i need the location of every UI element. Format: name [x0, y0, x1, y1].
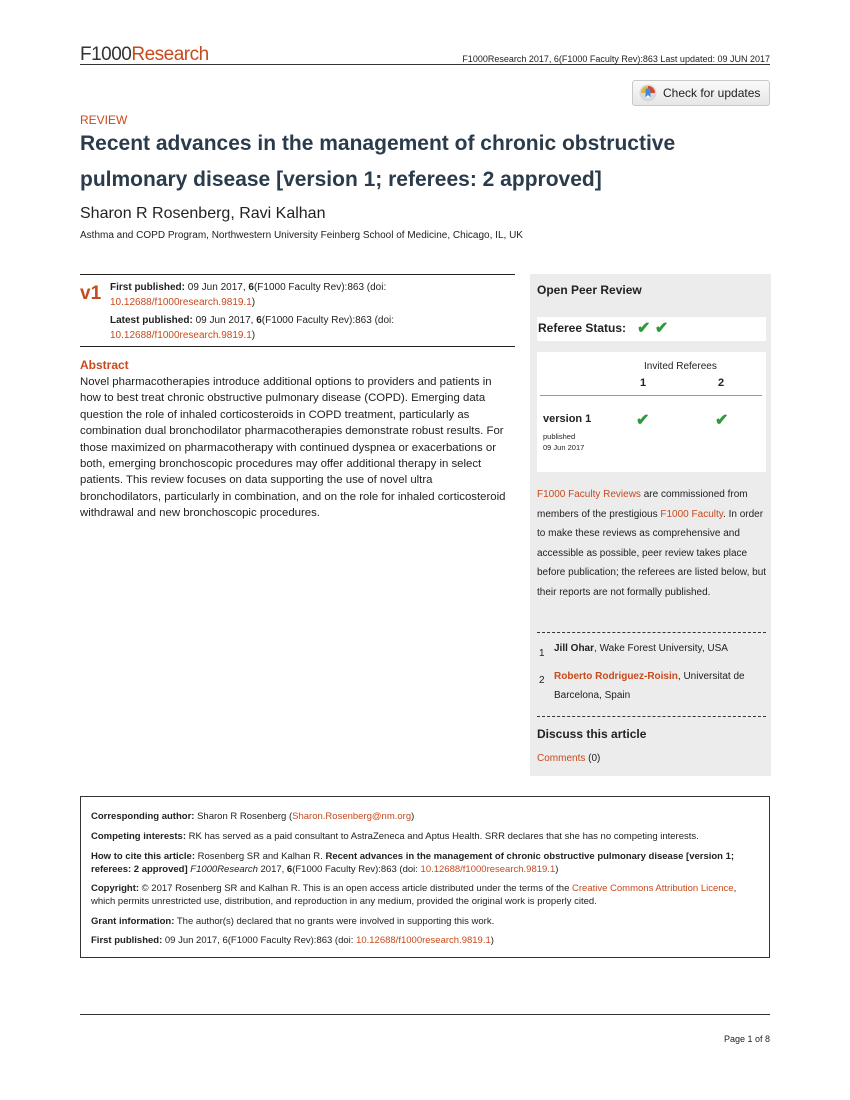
article-type: REVIEW: [80, 113, 128, 127]
how-to-cite: How to cite this article: Rosenberg SR and Kalhan R. Recent advances in the management of chronic obstructive pulmonary disease [version 1; referees: 2 approved] F1000Research 2017, 6(F1000 Faculty Rev):863 (doi: 10.12688/f1000research.9819.1): [91, 851, 735, 876]
f1000-faculty-link[interactable]: F1000 Faculty: [660, 508, 724, 520]
first-published-doi-link[interactable]: 10.12688/f1000research.9819.1: [110, 297, 252, 308]
footer-rule: [80, 1014, 770, 1015]
referee-1-number: 1: [539, 648, 545, 659]
first-published: First published: 09 Jun 2017, 6(F1000 Faculty Rev):863 (doi: 10.12688/f1000research.9819.1): [110, 282, 387, 308]
referee-2-number: 2: [539, 675, 545, 686]
version-1-date: published 09 Jun 2017: [543, 432, 585, 452]
referee-2: Roberto Rodriguez-Roisin, Universitat de Barcelona, Spain: [554, 671, 745, 701]
referee-col-1: 1: [640, 377, 647, 389]
copyright: Copyright: © 2017 Rosenberg SR and Kalhan R. This is an open access article distributed under the terms of the Creative Commons Attribution Licence, which permits unrestricted use, distribution, and reproduction in any medium, provided the original work is properly cited.: [91, 883, 737, 908]
cite-doi-link[interactable]: 10.12688/f1000research.9819.1: [420, 864, 556, 876]
authors: Sharon R Rosenberg, Ravi Kalhan: [80, 205, 326, 222]
discuss-heading: Discuss this article: [537, 727, 647, 741]
faculty-review-blurb: F1000 Faculty Reviews are commissioned from members of the prestigious F1000 Faculty. In order to make these reviews as comprehensive and accessible as possible, peer review takes place before publication; the referees are listed below, but their reports are not formally published.: [537, 489, 767, 598]
version-label: v1: [80, 283, 102, 304]
referee-col-2: 2: [718, 377, 725, 389]
license-link[interactable]: Creative Commons Attribution Licence: [572, 883, 734, 894]
comments-line: Comments (0): [537, 753, 601, 764]
first-published-info-doi-link[interactable]: 10.12688/f1000research.9819.1: [356, 935, 491, 946]
page-number: Page 1 of 8: [723, 1034, 770, 1044]
latest-published-doi-link[interactable]: 10.12688/f1000research.9819.1: [110, 330, 252, 341]
referee-1-name: Jill Ohar: [554, 643, 595, 654]
referee-2-name-link[interactable]: Roberto Rodriguez-Roisin: [554, 671, 678, 682]
comments-link[interactable]: Comments: [537, 753, 586, 764]
table-rule: [540, 395, 762, 396]
affiliation: Asthma and COPD Program, Northwestern University Feinberg School of Medicine, Chicago, IL, UK: [80, 230, 523, 241]
faculty-reviews-link[interactable]: F1000 Faculty Reviews: [537, 489, 641, 500]
version-top-rule: [80, 274, 515, 275]
author-email-link[interactable]: Sharon.Rosenberg@nm.org: [292, 811, 412, 822]
article-title: Recent advances in the management of chronic obstructive pulmonary disease [version 1; referees: 2 approved]: [80, 132, 676, 191]
version-1-link[interactable]: version 1: [543, 413, 592, 425]
referee-list-divider-bottom: [537, 716, 766, 717]
referee-2-approved-check-icon[interactable]: ✔: [715, 412, 729, 429]
referee-1-approved-check-icon[interactable]: ✔: [636, 412, 650, 429]
corresponding-author: Corresponding author: Sharon R Rosenberg (Sharon.Rosenberg@nm.org): [91, 811, 415, 822]
grant-information: Grant information: The author(s) declared that no grants were involved in supporting this work.: [91, 916, 495, 927]
first-published-info: First published: 09 Jun 2017, 6(F1000 Faculty Rev):863 (doi: 10.12688/f1000research.9819.1): [91, 935, 494, 946]
crossmark-icon: [639, 84, 657, 102]
journal-logo: F1000Research: [80, 44, 209, 65]
version-bottom-rule: [80, 346, 515, 347]
abstract-heading: Abstract: [80, 358, 129, 372]
peer-review-heading: Open Peer Review: [537, 283, 642, 297]
referee-status-label: Referee Status:: [538, 321, 627, 335]
status-check-icon: ✔ ✔: [637, 320, 669, 337]
check-updates-button[interactable]: [632, 80, 770, 106]
abstract-text: Novel pharmacotherapies introduce additional options to providers and patients in how to best treat chronic obstructive pulmonary disease (COPD). Emerging data question the role of inhaled corticosteroids in COPD treatment, particularly as combination dual bronchodilator pharmacotherapies demonstrate robust results. For those maximized on pharmacotherapy with continued dyspnea or exacerbations or both, emerging bronchoscopic procedures may offer additional therapy in select patients. This review focuses on data supporting the use of novel ultra bronchodilators, particularly in combination, and on the role for inhaled corticosteroid withdrawal and new bronchoscopic procedures.: [80, 376, 506, 520]
citation-meta: F1000Research 2017, 6(F1000 Faculty Rev):863 Last updated: 09 JUN 2017: [462, 54, 770, 64]
competing-interests: Competing interests: RK has served as a paid consultant to AstraZeneca and Aptus Health. SRR declares that she has no competing interests.: [91, 831, 699, 842]
referee-1: Jill Ohar, Wake Forest University, USA: [554, 643, 728, 654]
header-rule: [80, 64, 770, 65]
latest-published: Latest published: 09 Jun 2017, 6(F1000 Faculty Rev):863 (doi: 10.12688/f1000research.9819.1): [110, 315, 395, 341]
referee-list-divider-top: [537, 632, 766, 633]
invited-referees-heading: Invited Referees: [644, 361, 717, 372]
check-updates-label: Check for updates: [663, 86, 761, 100]
